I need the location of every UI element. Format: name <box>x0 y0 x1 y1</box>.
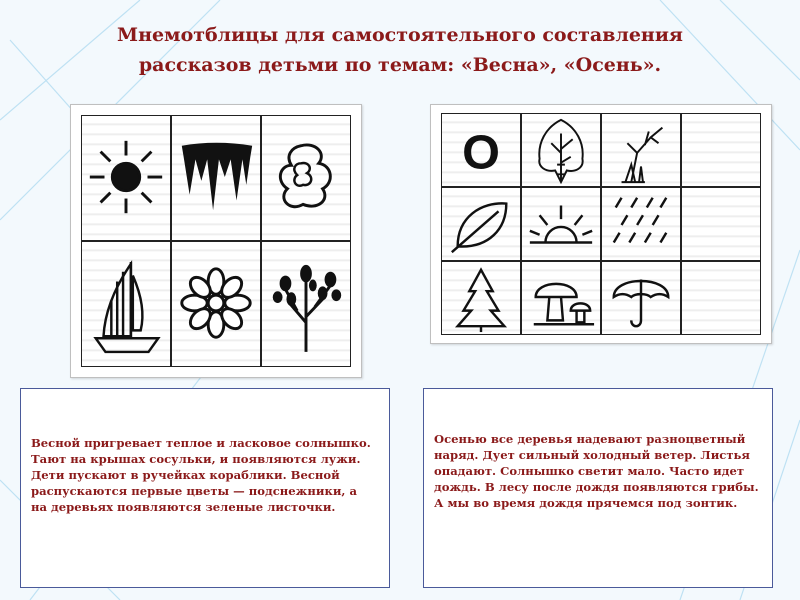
birch-tree-icon <box>522 114 600 186</box>
puddle-icon <box>262 116 350 240</box>
table-cell <box>521 113 601 187</box>
story-line: Тают на крышах сосульки, и появляются лужи. <box>31 452 361 466</box>
tree-leaves-icon <box>262 242 350 366</box>
story-line: Весной пригревает теплое и ласковое солнышко. <box>31 436 371 450</box>
story-line: опадают. Солнышко светит мало. Часто идет <box>434 464 745 478</box>
table-cell <box>171 241 261 367</box>
leaf-icon <box>442 188 520 260</box>
page-title <box>40 20 760 80</box>
story-line: распускаются первые цветы — подснежники, а <box>31 484 358 498</box>
story-line: наряд. Дует сильный холодный ветер. Листья <box>434 448 750 462</box>
table-cell <box>521 187 601 261</box>
story-line: дождь. В лесу после дождя появляются грибы. <box>434 480 759 494</box>
empty-cell <box>682 188 760 260</box>
table-cell <box>521 261 601 335</box>
table-cell <box>81 115 171 241</box>
autumn-mnemo-table <box>430 104 772 344</box>
title-line-1: Мнемотблицы для самостоятельного составления <box>117 24 683 46</box>
table-cell <box>681 187 761 261</box>
empty-cell <box>682 114 760 186</box>
spring-story-text <box>31 435 381 515</box>
table-cell <box>681 113 761 187</box>
icicles-icon <box>172 116 260 240</box>
sun-icon <box>82 116 170 240</box>
table-cell <box>261 115 351 241</box>
empty-cell <box>682 262 760 334</box>
story-line: Осенью все деревья надевают разноцветный <box>434 432 746 446</box>
table-cell <box>601 261 681 335</box>
table-cell <box>81 241 171 367</box>
story-line: А мы во время дождя прячемся под зонтик. <box>434 496 738 510</box>
fir-tree-icon <box>442 262 520 334</box>
svg-text:О: О <box>462 125 500 180</box>
table-cell <box>171 115 261 241</box>
story-line: на деревьях появляются зеленые листочки. <box>31 500 336 514</box>
umbrella-icon <box>602 262 680 334</box>
story-line: Дети пускают в ручейках кораблики. Весной <box>31 468 340 482</box>
table-cell <box>441 187 521 261</box>
table-cell <box>441 261 521 335</box>
bare-tree-icon <box>602 114 680 186</box>
table-cell <box>261 241 351 367</box>
mushrooms-icon <box>522 262 600 334</box>
sailboat-icon <box>82 242 170 366</box>
autumn-story-text <box>434 431 769 511</box>
autumn-story-box <box>423 388 773 588</box>
title-line-2: рассказов детьми по темам: «Весна», «Осень». <box>138 54 662 76</box>
spring-story-box <box>20 388 390 588</box>
letter-o <box>442 114 520 186</box>
table-cell <box>601 113 681 187</box>
setting-sun-icon <box>522 188 600 260</box>
table-cell <box>681 261 761 335</box>
table-cell <box>601 187 681 261</box>
rain-icon <box>602 188 680 260</box>
table-cell <box>441 113 521 187</box>
spring-mnemo-table <box>70 104 362 378</box>
flower-icon <box>172 242 260 366</box>
